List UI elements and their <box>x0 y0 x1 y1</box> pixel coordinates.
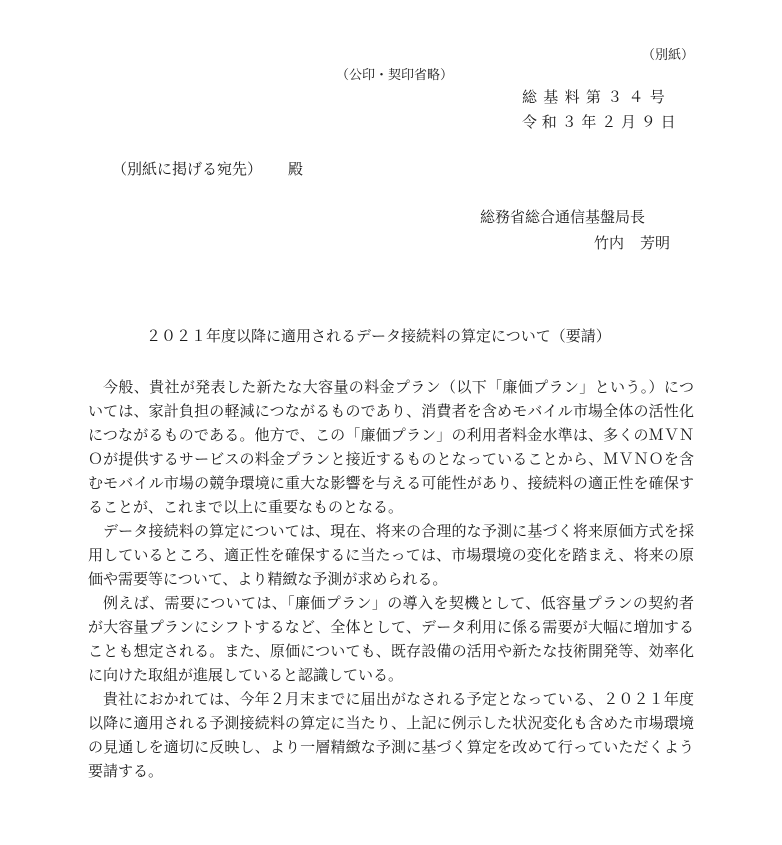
body-paragraph: 例えば、需要については、「廉価プラン」の導入を契機として、低容量プランの契約者が大容量プランにシフトするなど、全体として、データ利用に係る需要が大幅に増加することも想定される。また、原価についても、既存設備の活用や新たな技術開発等、効率化に向けた取組が進展していると認識している。 <box>88 594 694 684</box>
addressee-honorific: 殿 <box>288 160 304 178</box>
addressee-name: （別紙に掲げる宛先） <box>112 160 263 178</box>
document-body <box>88 375 694 783</box>
body-paragraph: 今般、貴社が発表した新たな大容量の料金プラン（以下「廉価プラン」という。）については、家計負担の軽減につながるものであり、消費者を含めモバイル市場全体の活性化につながるものである。他方で、この「廉価プラン」の利用者料金水準は、多くのＭＶＮＯが提供するサービスの料金プランと接近するものとなっていることから、ＭＶＮＯを含むモバイル市場の競争環境に重大な影響を与える可能性があり、接続料の適正性を確保することが、これまで以上に重要なものとなる。 <box>88 378 694 516</box>
sender-family-name: 竹内 <box>594 234 625 252</box>
sender-name <box>594 232 670 253</box>
addressee <box>112 158 303 179</box>
annex-label: （別紙） <box>642 48 695 63</box>
body-paragraph: データ接続料の算定については、現在、将来の合理的な予測に基づく将来原価方式を採用しているところ、適正性を確保するに当たっては、市場環境の変化を踏まえ、将来の原価や需要等について、より精緻な予測が求められる。 <box>88 522 694 588</box>
seal-omission-note: （公印・契印省略） <box>336 68 454 83</box>
sender-given-name: 芳明 <box>640 234 671 252</box>
document-date: 令和３年２月９日 <box>522 113 681 131</box>
document-number: 総基料第３４号 <box>522 88 672 106</box>
document-title: ２０２１年度以降に適用されるデータ接続料の算定について（要請） <box>146 327 611 345</box>
sender-organization: 総務省総合通信基盤局長 <box>480 208 646 226</box>
body-paragraph: 貴社におかれては、今年２月末までに届出がなされる予定となっている、２０２１年度以降に適用される予測接続料の算定に当たり、上記に例示した状況変化も含めた市場環境の見通しを適切に反映し、より一層精緻な予測に基づく算定を改めて行っていただくよう要請する。 <box>88 690 694 780</box>
